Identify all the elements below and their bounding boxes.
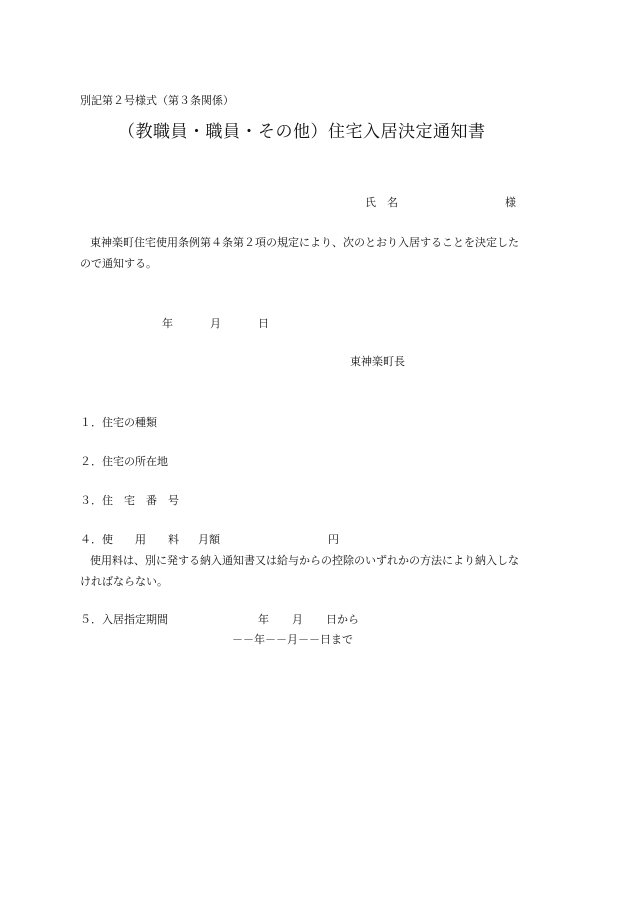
item-5-from-year: 年: [258, 613, 269, 626]
item-4-monthly-label: 月額: [198, 533, 220, 546]
date-day-label: 日: [258, 317, 269, 330]
form-label: 別記第２号様式（第３条関係）: [80, 94, 234, 107]
date-month-label: 月: [210, 317, 221, 330]
item-3-housing-number: ３．住 宅 番 号: [80, 494, 179, 507]
item-5-from-month: 月: [292, 613, 303, 626]
item-5-until-date: －－年－－月－－日まで: [232, 633, 353, 646]
date-year-label: 年: [162, 317, 173, 330]
body-text-line-2: ので通知する。: [80, 257, 157, 270]
item-1-housing-type: １．住宅の種類: [80, 416, 157, 429]
item-4-rent-label: ４．使 用 料: [80, 533, 179, 546]
item-5-occupancy-period-label: ５．入居指定期間: [80, 613, 168, 626]
document-title: （教職員・職員・その他）住宅入居決定通知書: [118, 122, 486, 142]
item-4-note-line-2: ければならない。: [80, 575, 168, 588]
item-4-yen-label: 円: [328, 533, 339, 546]
item-5-from-day: 日から: [326, 613, 359, 626]
recipient-honorific: 様: [505, 196, 516, 209]
body-text-line-1: 東神楽町住宅使用条例第４条第２項の規定により、次のとおり入居することを決定した: [90, 236, 519, 249]
item-2-housing-location: ２．住宅の所在地: [80, 455, 168, 468]
issuer-name: 東神楽町長: [350, 355, 405, 368]
item-4-note-line-1: 使用料は、別に発する納入通知書又は給与からの控除のいずれかの方法により納入しな: [90, 554, 519, 567]
recipient-name-label: 氏 名: [365, 196, 398, 209]
